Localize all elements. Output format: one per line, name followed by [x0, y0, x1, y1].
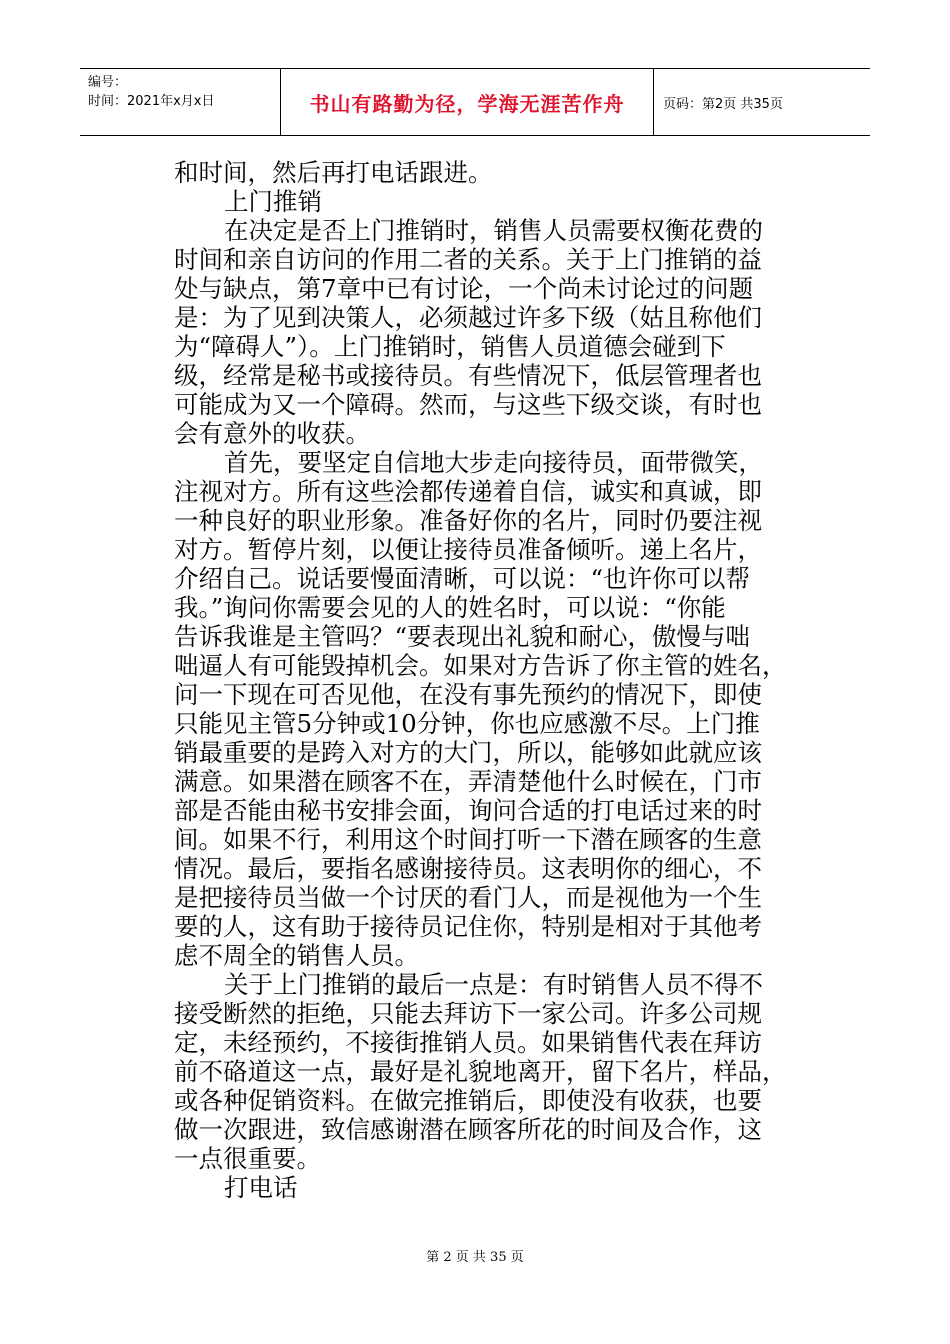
text-line: 为“障碍人”）。上门推销时，销售人员道德会碰到下 — [174, 332, 726, 361]
text-line: 满意。如果潜在顾客不在，弄清楚他什么时候在，门市 — [174, 767, 762, 796]
text-line: 介绍自己。说话要慢面清晰，可以说：“也许你可以帮 — [174, 564, 751, 593]
text-line: 部是否能由秘书安排会面，询问合适的打电话过来的时 — [174, 796, 762, 825]
text-line: 只能见主管5分钟或10分钟，你也应感激不尽。上门推 — [174, 709, 760, 738]
text-line: 定，未经预约，不接街推销人员。如果销售代表在拜访 — [174, 1028, 762, 1057]
text-line: 上门推销 — [224, 187, 322, 216]
code-label: 编号： — [88, 75, 128, 90]
text-line: 我。”询问你需要会见的人的姓名时，可以说：“你能 — [174, 593, 726, 622]
page-footer: 第 2 页 共 35 页 — [426, 1250, 524, 1265]
text-line: 情况。最后，要指名感谢接待员。这表明你的细心，不 — [174, 854, 762, 883]
text-line: 是：为了见到决策人，必须越过许多下级（姑且称他们 — [174, 303, 762, 332]
text-line: 前不硌道这一点，最好是礼貌地离开，留下名片，样品， — [174, 1057, 787, 1086]
header-meta — [80, 69, 281, 135]
text-line: 打电话 — [224, 1173, 298, 1202]
text-line: 做一次跟进，致信感谢潜在顾客所花的时间及合作，这 — [174, 1115, 762, 1144]
text-line: 对方。暂停片刻，以便让接待员准备倾听。递上名片， — [174, 535, 762, 564]
text-line: 要的人，这有助于接待员记住你，特别是相对于其他考 — [174, 912, 762, 941]
text-line: 是把接待员当做一个讨厌的看门人，而是视他为一个生 — [174, 883, 762, 912]
text-line: 或各种促销资料。在做完推销后，即使没有收获，也要 — [174, 1086, 762, 1115]
text-line: 时间和亲自访问的作用二者的关系。关于上门推销的益 — [174, 245, 762, 274]
text-line: 咄逼人有可能毁掉机会。如果对方告诉了你主管的姓名， — [174, 651, 787, 680]
page-header — [80, 68, 870, 136]
text-line: 接受断然的拒绝，只能去拜访下一家公司。许多公司规 — [174, 999, 762, 1028]
text-line: 和时间，然后再打电话跟进。 — [174, 158, 493, 187]
text-line: 一点很重要。 — [174, 1144, 321, 1173]
text-line: 级，经常是秘书或接待员。有些情况下，低层管理者也 — [174, 361, 762, 390]
text-line: 关于上门推销的最后一点是：有时销售人员不得不 — [224, 970, 763, 999]
document-body — [174, 158, 814, 1202]
text-line: 一种良好的职业形象。准备好你的名片，同时仍要注视 — [174, 506, 762, 535]
text-line: 会有意外的收获。 — [174, 419, 370, 448]
text-line: 首先，要坚定自信地大步走向接待员，面带微笑， — [224, 448, 763, 477]
text-line: 间。如果不行，利用这个时间打听一下潜在顾客的生意 — [174, 825, 762, 854]
text-line: 告诉我谁是主管吗？“要表现出礼貌和耐心，傲慢与咄 — [174, 622, 751, 651]
text-line: 问一下现在可否见他，在没有事先预约的情况下，即使 — [174, 680, 762, 709]
text-line: 处与缺点，第7章中已有讨论，一个尚未讨论过的问题 — [174, 274, 754, 303]
header-page-info: 页码：第2页 共35页 — [663, 96, 783, 112]
text-line: 在决定是否上门推销时，销售人员需要权衡花费的 — [224, 216, 763, 245]
text-line: 虑不周全的销售人员。 — [174, 941, 419, 970]
text-line: 可能成为又一个障碍。然而，与这些下级交谈，有时也 — [174, 390, 762, 419]
date-label: 时间：2021年x月x日 — [88, 94, 215, 109]
text-line: 注视对方。所有这些浍都传递着自信，诚实和真诚，即 — [174, 477, 762, 506]
text-line: 销最重要的是跨入对方的大门，所以，能够如此就应该 — [174, 738, 762, 767]
header-motto: 书山有路勤为径，学海无涯苦作舟 — [281, 69, 654, 135]
